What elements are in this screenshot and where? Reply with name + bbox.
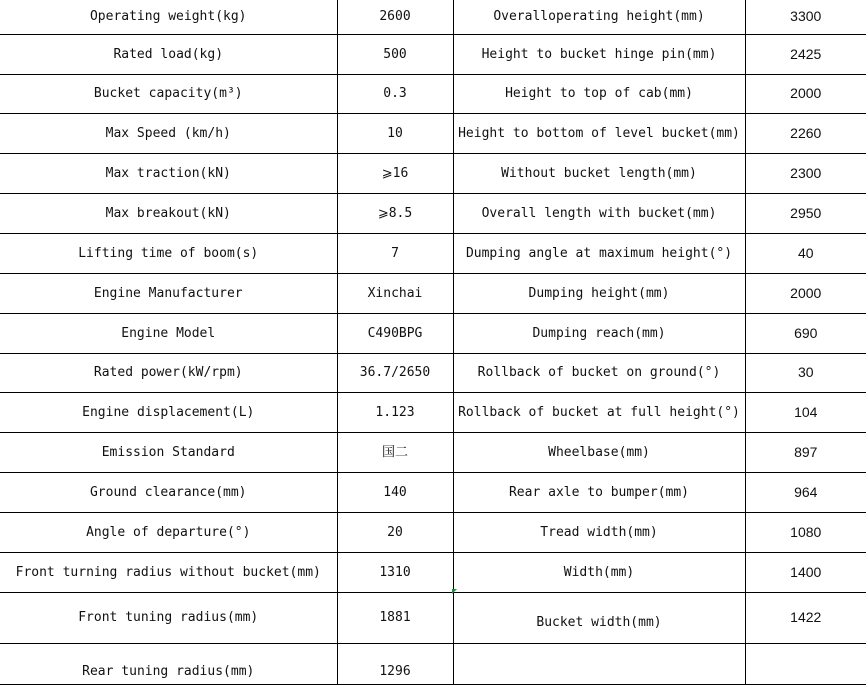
spec-value: 1296	[337, 643, 453, 684]
spec-value: C490BPG	[337, 313, 453, 353]
spec-label: Height to bucket hinge pin(mm)	[453, 34, 745, 74]
spec-value: 1080	[745, 512, 866, 552]
spec-label: Dumping angle at maximum height(°)	[453, 233, 745, 273]
spec-label: Bucket width(mm)	[453, 592, 745, 643]
table-row	[0, 34, 866, 74]
spec-value: 1.123	[337, 392, 453, 432]
spec-value: 2600	[337, 0, 453, 34]
spec-value: 3300	[745, 0, 866, 34]
spec-label: Rear axle to bumper(mm)	[453, 472, 745, 512]
spec-label: Engine Model	[0, 313, 337, 353]
spec-value: 1310	[337, 552, 453, 592]
spec-value: 40	[745, 233, 866, 273]
table-row	[0, 592, 866, 643]
spec-label: Dumping reach(mm)	[453, 313, 745, 353]
spec-label: Rollback of bucket on ground(°)	[453, 353, 745, 392]
spec-label: Height to top of cab(mm)	[453, 74, 745, 113]
spec-label: Angle of departure(°)	[0, 512, 337, 552]
spec-label	[453, 643, 745, 684]
spec-value: 36.7/2650	[337, 353, 453, 392]
spec-label: Front tuning radius(mm)	[0, 592, 337, 643]
spec-label: Ground clearance(mm)	[0, 472, 337, 512]
table-row	[0, 313, 866, 353]
spec-label: Without bucket length(mm)	[453, 153, 745, 193]
spec-label: Dumping height(mm)	[453, 273, 745, 313]
spec-label: Width(mm)	[453, 552, 745, 592]
spec-value: ⩾16	[337, 153, 453, 193]
spec-value: 897	[745, 432, 866, 472]
spec-label: Front turning radius without bucket(mm)	[0, 552, 337, 592]
spec-label: Rollback of bucket at full height(°)	[453, 392, 745, 432]
spec-label: Max breakout(kN)	[0, 193, 337, 233]
spec-label: Overalloperating height(mm)	[453, 0, 745, 34]
cell-marker	[452, 589, 457, 594]
spec-label: Bucket capacity(m³)	[0, 74, 337, 113]
table-row	[0, 193, 866, 233]
table-row	[0, 113, 866, 153]
spec-value: 7	[337, 233, 453, 273]
table-row	[0, 643, 866, 684]
spec-label: Engine displacement(L)	[0, 392, 337, 432]
table-row	[0, 233, 866, 273]
table-row	[0, 512, 866, 552]
spec-value: 2425	[745, 34, 866, 74]
table-row	[0, 392, 866, 432]
spec-label: Engine Manufacturer	[0, 273, 337, 313]
table-row	[0, 153, 866, 193]
spec-value: 20	[337, 512, 453, 552]
spec-label: Emission Standard	[0, 432, 337, 472]
table-row	[0, 552, 866, 592]
spec-value: 2950	[745, 193, 866, 233]
spec-value: 1400	[745, 552, 866, 592]
spec-label: Max traction(kN)	[0, 153, 337, 193]
table-row	[0, 74, 866, 113]
table-row	[0, 432, 866, 472]
spec-label: Lifting time of boom(s)	[0, 233, 337, 273]
spec-value: Xinchai	[337, 273, 453, 313]
spec-label: Max Speed (km/h)	[0, 113, 337, 153]
spec-value: 1881	[337, 592, 453, 643]
spec-value: 690	[745, 313, 866, 353]
spec-value: 国二	[337, 432, 453, 472]
spec-label: Height to bottom of level bucket(mm)	[453, 113, 745, 153]
spec-value: 140	[337, 472, 453, 512]
spec-label: Wheelbase(mm)	[453, 432, 745, 472]
spec-value: 2000	[745, 273, 866, 313]
spec-label: Rated load(kg)	[0, 34, 337, 74]
spec-label: Rear tuning radius(mm)	[0, 643, 337, 684]
spec-value: 2300	[745, 153, 866, 193]
spec-label: Overall length with bucket(mm)	[453, 193, 745, 233]
spec-label: Operating weight(kg)	[0, 0, 337, 34]
spec-value: 964	[745, 472, 866, 512]
spec-label: Rated power(kW/rpm)	[0, 353, 337, 392]
table-row	[0, 273, 866, 313]
spec-value: 1422	[745, 592, 866, 643]
spec-value: 10	[337, 113, 453, 153]
table-row	[0, 353, 866, 392]
table-row	[0, 472, 866, 512]
spec-value: 2000	[745, 74, 866, 113]
spec-value: 0.3	[337, 74, 453, 113]
spec-value: 2260	[745, 113, 866, 153]
table-row	[0, 0, 866, 34]
spec-value: 30	[745, 353, 866, 392]
spec-value: 104	[745, 392, 866, 432]
spec-value	[745, 643, 866, 684]
spec-label: Tread width(mm)	[453, 512, 745, 552]
spec-value: ⩾8.5	[337, 193, 453, 233]
spec-value: 500	[337, 34, 453, 74]
